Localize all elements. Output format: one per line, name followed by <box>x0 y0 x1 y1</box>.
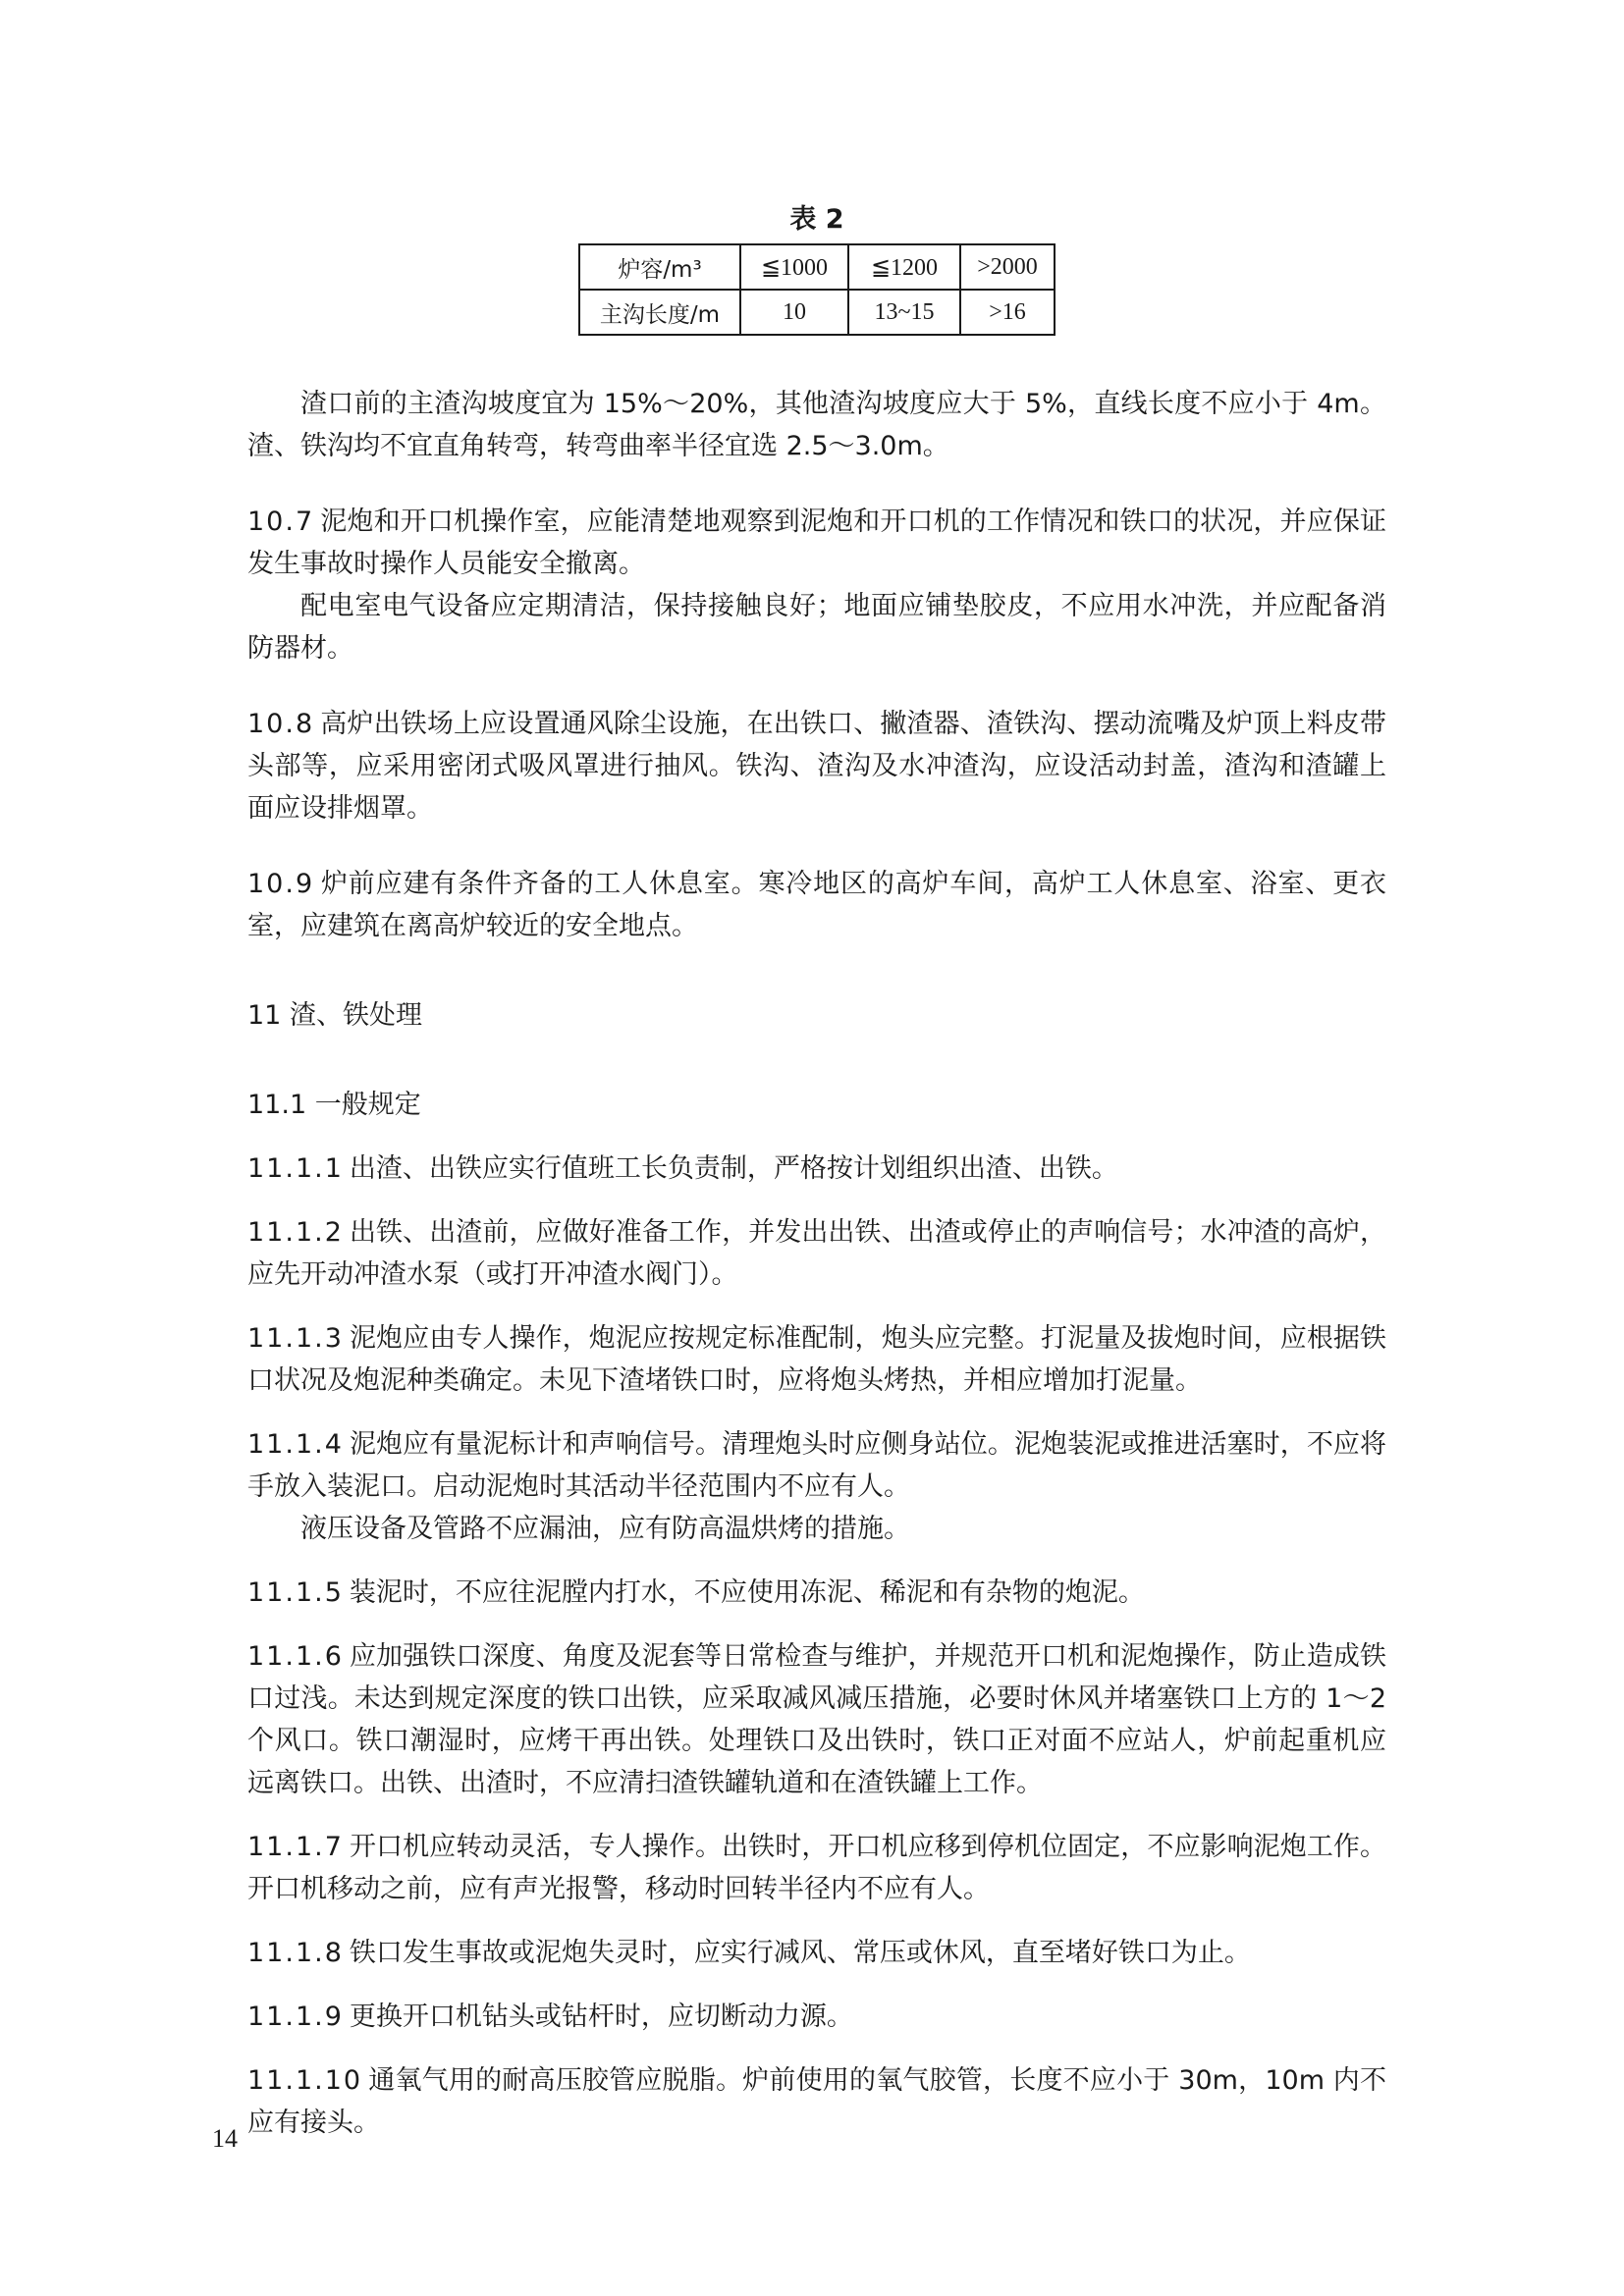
clause-text: 开口机应转动灵活，专人操作。出铁时，开口机应移到停机位固定，不应影响泥炮工作。开口机移动之前，应有声光报警，移动时回转半径内不应有人。 <box>247 1832 1386 1904</box>
clause-number: 10.9 <box>247 869 315 899</box>
clause-11-1-4 <box>247 1423 1386 1508</box>
clause-10-7 <box>247 501 1386 585</box>
clause-text: 通氧气用的耐高压胶管应脱脂。炉前使用的氧气胶管，长度不应小于 30m，10m 内不应有接头。 <box>247 2065 1386 2138</box>
clause-number: 11.1.7 <box>247 1832 344 1862</box>
paragraph: 渣口前的主渣沟坡度宜为 15%～20%，其他渣沟坡度应大于 5%，直线长度不应小于 4m。渣、铁沟均不宜直角转弯，转弯曲率半径宜选 2.5～3.0m。 <box>247 389 1386 461</box>
table-cell-header: 主沟长度/m <box>579 290 740 335</box>
section-title: 11 渣、铁处理 <box>247 1000 422 1031</box>
clause-11-1-5 <box>247 1572 1386 1614</box>
clause-10-9 <box>247 863 1386 947</box>
clause-11-1-2 <box>247 1211 1386 1296</box>
table-2 <box>578 243 1056 336</box>
clause-number: 11.1.4 <box>247 1429 344 1460</box>
clause-11-1-3 <box>247 1317 1386 1402</box>
table-cell: 10 <box>740 290 848 335</box>
page-number: 14 <box>212 2124 238 2153</box>
clause-text: 出渣、出铁应实行值班工长负责制，严格按计划组织出渣、出铁。 <box>349 1153 1118 1184</box>
clause-text: 装泥时，不应往泥膛内打水，不应使用冻泥、稀泥和有杂物的炮泥。 <box>349 1577 1145 1608</box>
clause-text: 泥炮和开口机操作室，应能清楚地观察到泥炮和开口机的工作情况和铁口的状况，并应保证发生事故时操作人员能安全撤离。 <box>247 507 1386 579</box>
clause-number: 11.1.9 <box>247 2002 344 2032</box>
paragraph: 液压设备及管路不应漏油，应有防高温烘烤的措施。 <box>300 1514 910 1544</box>
clause-text: 铁口发生事故或泥炮失灵时，应实行减风、常压或休风，直至堵好铁口为止。 <box>349 1938 1251 1968</box>
clause-number: 11.1.5 <box>247 1577 344 1608</box>
clause-number: 10.8 <box>247 709 315 739</box>
table-cell: >16 <box>960 290 1055 335</box>
table-cell-header: 炉容/m³ <box>579 244 740 290</box>
subsection-title: 11.1 一般规定 <box>247 1090 421 1120</box>
clause-text: 应加强铁口深度、角度及泥套等日常检查与维护，并规范开口机和泥炮操作，防止造成铁口过浅。未达到规定深度的铁口出铁，应采取减风减压措施，必要时休风并堵塞铁口上方的 1～2 个风口。铁口潮湿时，应烤干再出铁。处理铁口及出铁时，铁口正对面不应站人，炉前起重机应远离铁口。出铁、出渣时，不应清扫渣铁罐轨道和在渣铁罐上工作。 <box>247 1641 1386 1798</box>
clause-11-1-7 <box>247 1826 1386 1910</box>
table-caption: 表 2 <box>789 204 844 235</box>
clause-number: 10.7 <box>247 507 315 537</box>
clause-text: 泥炮应由专人操作，炮泥应按规定标准配制，炮头应完整。打泥量及拔炮时间，应根据铁口状况及炮泥种类确定。未见下渣堵铁口时，应将炮头烤热，并相应增加打泥量。 <box>247 1323 1386 1396</box>
clause-text: 炉前应建有条件齐备的工人休息室。寒冷地区的高炉车间，高炉工人休息室、浴室、更衣室，应建筑在离高炉较近的安全地点。 <box>247 869 1386 941</box>
table-cell: >2000 <box>960 244 1055 290</box>
paragraph: 配电室电气设备应定期清洁，保持接触良好；地面应铺垫胶皮，不应用水冲洗，并应配备消防器材。 <box>247 591 1386 664</box>
table-row <box>579 290 1055 335</box>
clause-10-8 <box>247 703 1386 829</box>
table-row <box>579 244 1055 290</box>
clause-11-1-1 <box>247 1148 1386 1190</box>
clause-11-1-8 <box>247 1932 1386 1974</box>
clause-11-1-6 <box>247 1635 1386 1804</box>
clause-number: 11.1.3 <box>247 1323 344 1354</box>
clause-text: 高炉出铁场上应设置通风除尘设施，在出铁口、撇渣器、渣铁沟、摆动流嘴及炉顶上料皮带头部等，应采用密闭式吸风罩进行抽风。铁沟、渣沟及水冲渣沟，应设活动封盖，渣沟和渣罐上面应设排烟罩。 <box>247 709 1386 824</box>
clause-text: 出铁、出渣前，应做好准备工作，并发出出铁、出渣或停止的声响信号；水冲渣的高炉，应先开动冲渣水泵（或打开冲渣水阀门）。 <box>247 1217 1386 1290</box>
clause-number: 11.1.10 <box>247 2065 363 2096</box>
clause-number: 11.1.1 <box>247 1153 344 1184</box>
clause-11-1-10 <box>247 2059 1386 2144</box>
table-cell: ≦1200 <box>848 244 960 290</box>
clause-number: 11.1.6 <box>247 1641 344 1672</box>
table-cell: ≦1000 <box>740 244 848 290</box>
clause-text: 泥炮应有量泥标计和声响信号。清理炮头时应侧身站位。泥炮装泥或推进活塞时，不应将手放入装泥口。启动泥炮时其活动半径范围内不应有人。 <box>247 1429 1386 1502</box>
clause-number: 11.1.2 <box>247 1217 344 1248</box>
page-content <box>247 200 1386 2144</box>
table-cell: 13~15 <box>848 290 960 335</box>
clause-text: 更换开口机钻头或钻杆时，应切断动力源。 <box>349 2002 853 2032</box>
clause-11-1-9 <box>247 1996 1386 2038</box>
clause-number: 11.1.8 <box>247 1938 344 1968</box>
